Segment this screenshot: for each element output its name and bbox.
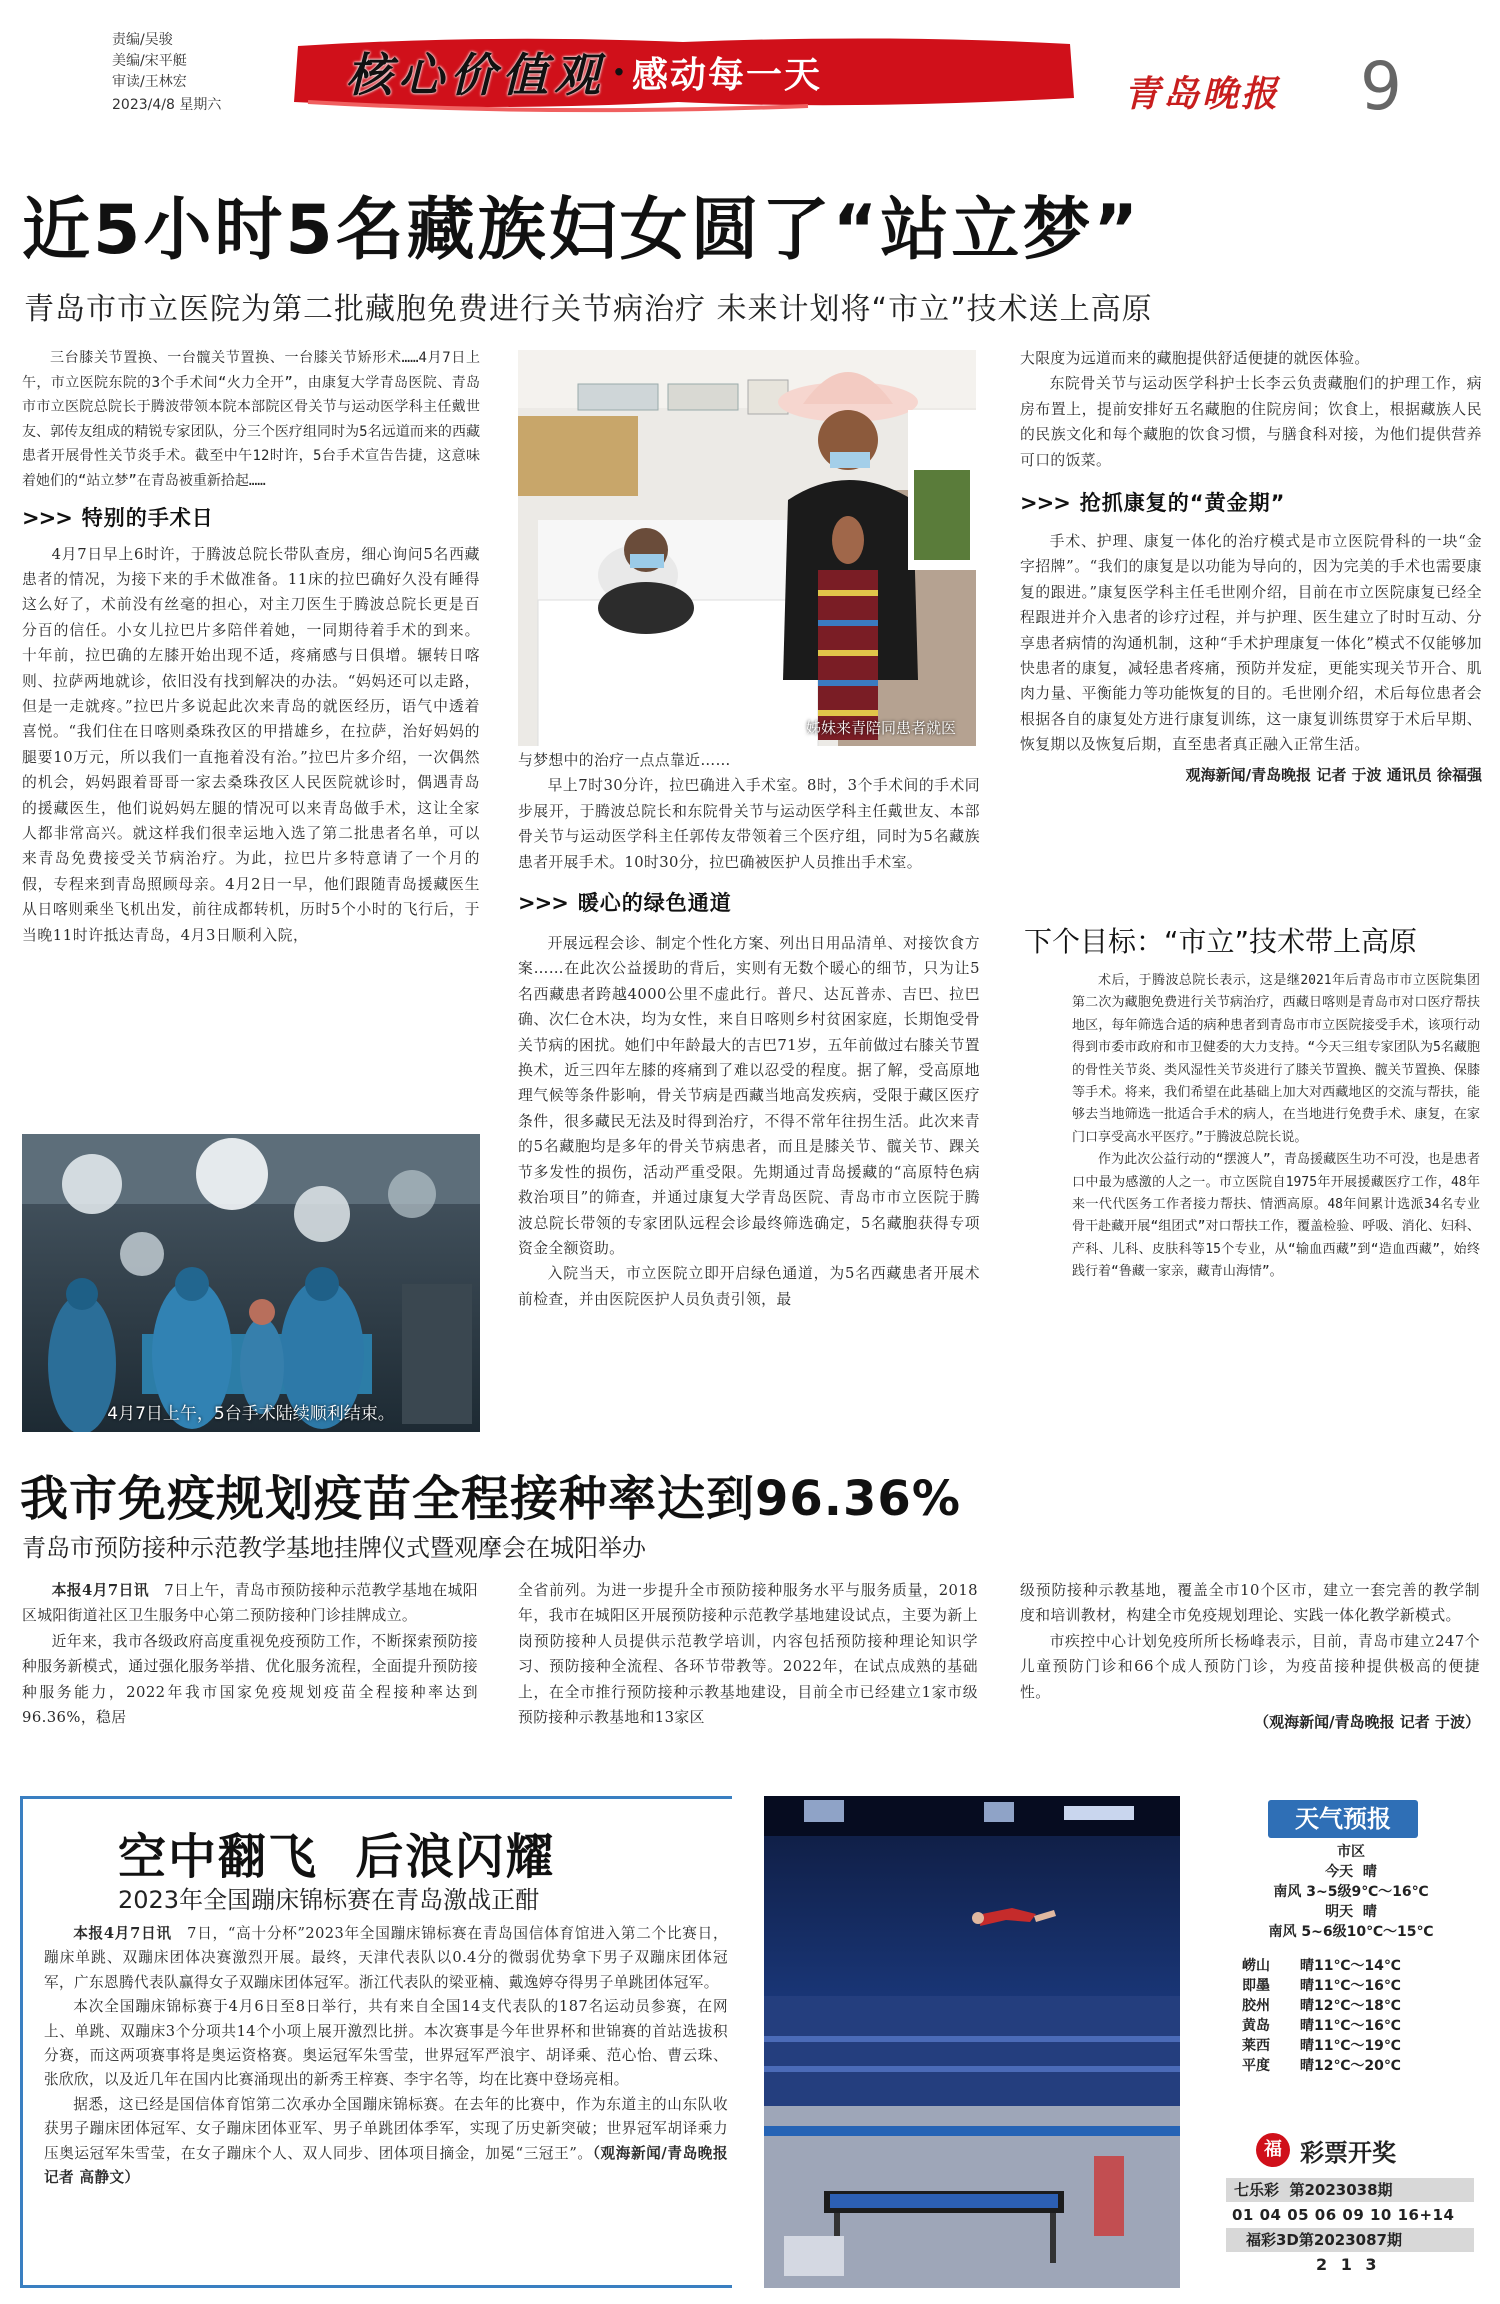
page-number: 9 [1360,48,1402,125]
story2-col3-para1: 级预防接种示教基地，覆盖全市10个区市，建立一套完善的教学制度和培训教材，构建全市免疫规划理论、实践一体化教学新模式。 [1020,1582,1480,1625]
weather-city-row: 崂山 晴11℃～14℃ [1242,1958,1401,1974]
lottery-fc3d-title: 福彩3D第2023087期 [1226,2228,1474,2252]
banner-dot: · [612,48,626,96]
story3-subhead: 2023年全国蹦床锦标赛在青岛激战正酣 [118,1886,540,1914]
story1-right-column [1020,346,1482,906]
story2-col3 [1020,1578,1480,1768]
lottery-title: 彩票开奖 [1300,2137,1396,2167]
story2-col2-para: 全省前列。为进一步提升全市预防接种服务水平与服务质量，2018年，我市在城阳区开展预防接种示范教学基地建设试点，主要为新上岗预防接种人员提供示范教学培训，内容包括预防接种理论知识学习、预防接种全流程、各环节带教等。2022年，在试点成熟的基础上，在全市推行预防接种示教基地建设，目前全市已经建立1家市级预防接种示教基地和13家区 [518,1582,978,1727]
lottery-logo-icon: 福 [1256,2133,1290,2167]
trampoline-image [764,1796,1180,2288]
story2-col1-para1: 本报4月7日讯 7日上午，青岛市预防接种示范教学基地在城阳区城阳街道社区卫生服务中心第二预防接种门诊挂牌成立。 [22,1582,478,1625]
story1-left-column [22,346,480,1124]
story2-col1-para2: 近年来，我市各级政府高度重视免疫预防工作，不断探索预防接种服务新模式，通过强化服务举措、优化服务流程，全面提升预防接种服务能力，2022年我市国家免疫规划疫苗全程接种率达到96.36%，稳居 [22,1632,478,1727]
lottery-fc3d-numbers: 2 1 3 [1316,2255,1381,2274]
story3-headline: 空中翻飞 后浪闪耀 [118,1829,556,1885]
right-col-top: 大限度为远道而来的藏胞提供舒适便捷的就医体验。 [1020,350,1370,367]
mid-col-para2: 早上7时30分许，拉巴确进入手术室。8时，3个手术间的手术同步展开，于腾波总院长和东院骨关节与运动医学科主任戴世友、本部骨关节与运动医学科主任郭传友带领着三个医疗组，同时为5名藏族患者开展手术。10时30分，拉巴确被医护人员推出手术室。 [518,777,980,871]
lottery-panel [1216,2130,1486,2278]
photo-surgery-caption: 4月7日上午，5台手术陆续顺利结束。 [107,1404,395,1424]
main-subhead: 青岛市市立医院为第二批藏胞免费进行关节病治疗 未来计划将“市立”技术送上高原 [24,292,1153,327]
story2-headline: 我市免疫规划疫苗全程接种率达到96.36% [20,1471,961,1527]
mid-col-top: 与梦想中的治疗一点点靠近…… [518,752,731,769]
next-goal-column [1072,970,1480,1436]
mid-col-end: 入院当天，市立医院立即开启绿色通道，为5名西藏患者开展术前检查，并由医院医护人员负责引领，最 [518,1265,980,1308]
weather-tomorrow-detail: 南风 5~6级10℃～15℃ [1268,1924,1434,1940]
weather-today-detail: 南风 3~5级9℃～16℃ [1273,1884,1429,1900]
main-headline: 近5小时5名藏族妇女圆了“站立梦” [22,191,1142,270]
story3-para1: 本报4月7日讯 7日，“高十分杯”2023年全国蹦床锦标赛在青岛国信体育馆进入第二个比赛日，蹦床单跳、双蹦床团体决赛激烈开展。最终，天津代表队以0.4分的微弱优势拿下男子双蹦床团体冠军，广东恩腾代表队赢得女子双蹦床团体冠军。浙江代表队的梁亚楠、戴逸婷夺得男子单跳团体冠军。 [44,1925,728,1991]
weather-city-row: 胶州 晴12℃～18℃ [1242,1998,1401,2014]
header-banner [288,30,1078,116]
lottery-qlc-numbers: 01 04 05 06 09 10 16+14 [1232,2206,1455,2224]
credit-editor: 责编/吴骏 [112,32,173,48]
section-body-green-channel: 开展远程会诊、制定个性化方案、列出日用品清单、对接饮食方案……在此次公益援助的背后，实则有无数个暖心的细节，只为让5名西藏患者跨越4000公里不虚此行。普尺、达瓦普赤、吉巴、拉巴确、次仁仓木决，均为女性，来自日喀则乡村贫困家庭，长期饱受骨关节病的困扰。她们中年龄最大的吉巴71岁，五年前做过右膝关节置换术，近三四年左膝的疼痛到了难以忍受的程度。据了解，受高原地理气候等条件影响，骨关节病是西藏当地高发疾病，受限于藏区医疗条件，很多藏民无法及时得到治疗，不得不常年往拐生活。此次来青的5名藏胞均是多年的骨关节病患者，而且是膝关节、髋关节、踝关节多发性的损伤，活动严重受限。先期通过青岛援藏的“高原特色病救治项目”的筛查，并通过康复大学青岛医院、青岛市市立医院于腾波总院长带领的专家团队远程会诊最终筛选确定，5名藏胞获得专项资金全额资助。 [518,935,980,1257]
weather-city-row: 即墨 晴11℃～16℃ [1242,1978,1401,1994]
surgery-image [22,1134,480,1432]
story3-byline: （观海新闻/青岛晚报 记者 高静文） [44,2144,728,2187]
weather-today-label: 今天 晴 [1325,1864,1377,1880]
weather-tomorrow-label: 明天 晴 [1325,1904,1377,1920]
section-title-green-channel: >>> 暖心的绿色通道 [518,891,732,916]
story2-byline: （观海新闻/青岛晚报 记者 于波） [1254,1713,1480,1732]
story3-para2: 本次全国蹦床锦标赛于4月6日至8日举行，共有来自全国14支代表队的187名运动员参赛，在网上、单跳、双蹦床3个分项共14个小项上展开激烈比拼。本次赛事是今年世界杯和世锦赛的首站选拔积分赛，而这两项赛事将是奥运资格赛。奥运冠军朱雪莹，世界冠军严浪宇、胡译乘、范心怡、曹云珠、张欣欣，以及近几年在国内比赛涌现出的新秀王梓赛、李宇名等，均在比赛中登场亮相。 [44,1998,728,2089]
photo-surgery [22,1134,480,1432]
banner-text-right: 感动每一天 [631,54,822,96]
photo-patient [518,350,976,746]
story2-subhead: 青岛市预防接种示范教学基地挂牌仪式暨观摩会在城阳举办 [22,1534,646,1562]
section-title-next-goal: 下个目标：“市立”技术带上高原 [1024,925,1418,958]
lottery-header [1256,2130,1486,2170]
story1-intro: 三台膝关节置换、一台髋关节置换、一台膝关节矫形术……4月7日上午，市立医院东院的3个手术间“火力全开”，由康复大学青岛医院、青岛市市立医院总院长于腾波带领本院本部院区骨关节与运动医学科主任戴世友、郭传友组成的精锐专家团队，分三个医疗组同时为5名远道而来的西藏患者开展骨性关节炎手术。截至中午12时许，5台手术宣告告捷，这意味着她们的“站立梦”在青岛被重新拾起…… [22,350,480,489]
photo-trampoline [764,1796,1180,2288]
section-arrow-icon: >>> [22,505,72,530]
section-title-golden-period: >>> 抢抓康复的“黄金期” [1020,491,1286,516]
weather-city-label: 市区 [1337,1844,1365,1860]
photo-patient-caption: 姊妹来青陪同患者就医 [805,719,956,737]
credit-designer: 美编/宋平艇 [112,53,187,69]
story1-middle-column [518,748,980,1440]
weather-city-row: 平度 晴12℃～20℃ [1242,2058,1401,2074]
weather-city-list [1242,1956,1486,2076]
story2-dateline: 本报4月7日讯 [51,1582,149,1599]
story3-body [44,1922,728,2282]
section-title-special-day: >>> 特别的手术日 [22,505,214,530]
story3-para3: 据悉，这已经是国信体育馆第二次承办全国蹦床锦标赛。在去年的比赛中，作为东道主的山东队收获男子蹦床团体冠军、女子蹦床团体亚军、男子单跳团体季军，实现了历史新突破；世界冠军胡译乘力压奥运冠军朱雪莹，在女子蹦床个人、双人同步、团体项目摘金，加冕“三冠王”。（观海新闻/青岛晚报 记者 高静文） [44,2095,728,2187]
story2-col3-para2: 市疾控中心计划免疫所所长杨峰表示，目前，青岛市建立247个儿童预防门诊和66个成人预防门诊，为疫苗接种提供极高的便捷性。 [1020,1632,1480,1701]
masthead-logo: 青岛晚报 [1124,73,1281,115]
story1-byline: 观海新闻/青岛晚报 记者 于波 通讯员 徐福强 [1185,765,1482,784]
patient-image [518,350,976,746]
weather-city-row: 莱西 晴11℃～19℃ [1242,2038,1401,2054]
issue-date: 2023/4/8 星期六 [112,97,222,113]
lottery-qlc-title: 七乐彩 第2023038期 [1226,2178,1474,2202]
weather-title: 天气预报 [1268,1800,1418,1838]
weather-city-row: 黄岛 晴11℃～16℃ [1242,2018,1401,2034]
section-body-golden-period: 手术、护理、康复一体化的治疗模式是市立医院骨科的一块“金字招牌”。“我们的康复是以功能为导向的，因为完美的手术也需要康复的跟进。”康复医学科主任毛世刚介绍，目前在市立医院康复已经全程跟进并介入患者的诊疗过程，并与护理、医生建立了时时互动、分享患者病情的沟通机制，这种“手术护理康复一体化”模式不仅能够加快患者的康复，减轻患者疼痛，预防并发症，更能实现关节开合、肌肉力量、平衡能力等功能恢复的目的。毛世刚介绍，术后每位患者会根据各自的康复处方进行康复训练，这一康复训练贯穿于术后早期、恢复期以及恢复后期，直至患者真正融入正常生活。 [1020,533,1482,754]
credits [112,30,221,116]
story3-dateline: 本报4月7日讯 [73,1925,172,1942]
weather-panel [1216,1800,1486,2076]
credit-proofreader: 审读/王林宏 [112,74,187,90]
story2-col1 [22,1578,478,1768]
section-body-special-day: 4月7日早上6时许，于腾波总院长带队查房，细心询问5名西藏患者的情况，为接下来的手术做准备。11床的拉巴确好久没有睡得这么好了，术前没有丝毫的担心，对主刀医生于腾波总院长更是百分百的信任。小女儿拉巴片多陪伴着她，一同期待着手术的到来。十年前，拉巴确的左膝开始出现不适，疼痛感与日俱增。辗转日喀则、拉萨两地就诊，依旧没有找到解决的办法。“妈妈还可以走路，但是一走就疼。”拉巴片多说起此次来青岛的就医经历，语气中透着喜悦。“我们住在日喀则桑珠孜区的甲措雄乡，在拉萨，治好妈妈的腿要10万元，所以我们一直拖着没有治。”拉巴片多介绍，一次偶然的机会，妈妈跟着哥哥一家去桑珠孜区人民医院就诊时，偶遇青岛的援藏医生，他们说妈妈左腿的情况可以来青岛做手术，这让全家人都非常高兴。就这样我们很幸运地入选了第二批患者名单，可以来青岛免费接受关节病治疗。为此，拉巴片多特意请了一个月的假，专程来到青岛照顾母亲。4月2日一早，他们跟随青岛援藏医生从日喀则乘坐飞机出发，前往成都转机，历时5个小时的飞行后，于当晚11时许抵达青岛，4月3日顺利入院， [22,545,480,944]
story2-col2 [518,1578,978,1768]
story3-box-topline [20,1796,732,1799]
section-arrow-icon: >>> [518,891,568,916]
right-col-para2: 东院骨关节与运动医学科护士长李云负责藏胞们的护理工作，病房布置上，提前安排好五名藏胞的住院房间；饮食上，根据藏族人民的民族文化和每个藏胞的饮食习惯，与膳食科对接，为他们提供营养可口的饭菜。 [1020,375,1482,469]
next-goal-body2: 作为此次公益行动的“摆渡人”，青岛援藏医生功不可没，也是患者口中最为感激的人之一。市立医院自1975年开展援藏医疗工作，48年来一代代医务工作者接力帮扶、情洒高原。48年间累计选派34名专业骨干赴藏开展“组团式”对口帮扶工作，覆盖检验、呼吸、消化、妇科、产科、儿科、皮肤科等15个专业，从“输血西藏”到“造血西藏”，始终践行着“鲁藏一家亲，藏青山海情”。 [1072,1152,1480,1280]
next-goal-body1: 术后，于腾波总院长表示，这是继2021年后青岛市市立医院集团第二次为藏胞免费进行关节病治疗，西藏日喀则是青岛市对口医疗帮扶地区，每年筛选合适的病种患者到青岛市市立医院接受手术，该项行动得到市委市政府和市卫健委的大力支持。“今天三组专家团队为5名藏胞的骨性关节炎、类风湿性关节炎进行了膝关节置换、髋关节置换、保膝等手术。将来，我们希望在此基础上加大对西藏地区的交流与帮扶，能够去当地筛选一批适合手术的病人，在当地进行免费手术、康复，在家门口享受高水平医疗。”于腾波总院长说。 [1072,973,1480,1145]
section-arrow-icon: >>> [1020,491,1070,516]
banner-text-left: 核心价值观 [346,48,606,102]
